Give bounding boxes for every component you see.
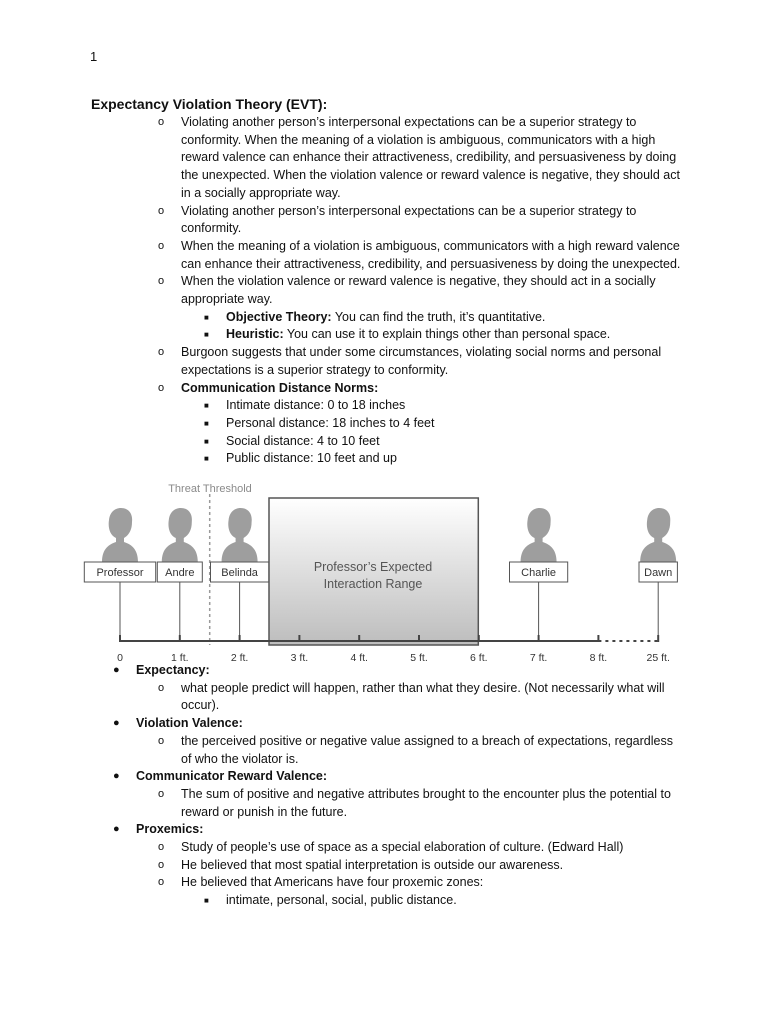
list-item-text: Violating another person’s interpersonal expectations can be a superior strategy to conformity. — [181, 203, 637, 236]
list-item-text: Study of people’s use of space as a special elaboration of culture. (Edward Hall) — [181, 840, 624, 855]
proxemics-diagram-svg — [0, 478, 768, 668]
person-belinda — [211, 508, 269, 640]
axis-tick-label: 3 ft. — [290, 652, 309, 664]
circle-bullet-icon: o — [158, 858, 165, 871]
person-charlie — [510, 508, 568, 640]
square-bullet-icon: ■ — [204, 418, 209, 428]
person-label: Andre — [165, 567, 195, 579]
list-item — [0, 380, 768, 398]
list-item — [0, 397, 768, 415]
axis-tick-label: 4 ft. — [350, 652, 368, 664]
square-bullet-icon: ■ — [204, 401, 209, 411]
axis-tick-label: 8 ft. — [589, 652, 608, 664]
circle-bullet-icon: o — [158, 116, 165, 128]
square-bullet-icon: ■ — [204, 330, 209, 340]
term-label: Communicator Reward Valence: — [136, 769, 328, 784]
circle-bullet-icon: o — [158, 204, 165, 217]
person-label: Belinda — [221, 567, 258, 579]
list-item — [0, 415, 768, 433]
list-item-text: the perceived positive or negative value assigned to a breach of expectations, regardless of who the violator is. — [181, 733, 673, 766]
circle-bullet-icon: o — [158, 681, 165, 694]
list-item-text: He believed that most spatial interpretation is outside our awareness. — [181, 857, 564, 872]
axis-tick-label: 6 ft. — [470, 652, 488, 664]
axis-tick-label: 7 ft. — [529, 652, 548, 664]
axis-tick-label: 5 ft. — [410, 652, 428, 664]
person-label: Professor — [96, 567, 144, 579]
page-number: 1 — [90, 49, 98, 64]
list-item — [0, 821, 768, 839]
person-dawn — [639, 508, 677, 640]
list-item-text: Personal distance: 18 inches to 4 feet — [226, 415, 435, 430]
circle-bullet-icon: o — [158, 734, 165, 747]
person-label: Dawn — [644, 567, 673, 579]
term-label: Violation Valence: — [136, 716, 243, 731]
list-item — [0, 309, 768, 327]
square-bullet-icon: ■ — [204, 454, 209, 464]
list-item — [0, 114, 768, 203]
bullet-icon: ● — [113, 823, 120, 836]
list-item-text: Public distance: 10 feet and up — [226, 451, 397, 466]
person-label: Charlie — [521, 567, 557, 579]
list-item — [0, 892, 768, 910]
person-silhouette-icon — [521, 508, 557, 562]
circle-bullet-icon: o — [158, 841, 165, 854]
list-item — [0, 273, 768, 308]
list-item — [0, 680, 768, 715]
list-item — [0, 857, 768, 875]
axis-tick-label: 2 ft. — [230, 652, 249, 664]
list-item — [0, 203, 768, 238]
circle-bullet-icon: o — [158, 239, 165, 252]
bullet-icon: ● — [113, 664, 120, 676]
list-item-text: Social distance: 4 to 10 feet — [226, 433, 380, 448]
axis-tick-label: 1 ft. — [171, 652, 189, 664]
bullet-icon: ● — [113, 770, 120, 783]
list-item-text: intimate, personal, social, public distance. — [226, 893, 457, 908]
list-item — [0, 238, 768, 273]
term-text: You can find the truth, it’s quantitative. — [331, 309, 546, 324]
evt-list — [0, 114, 768, 468]
list-item-text: The sum of positive and negative attributes brought to the encounter plus the potential to reward or punish in the future. — [181, 786, 671, 819]
axis-tick-label: 25 ft. — [646, 652, 670, 664]
bullet-icon: ● — [113, 717, 120, 730]
list-item — [0, 433, 768, 451]
list-item — [0, 344, 768, 379]
person-professor — [84, 508, 155, 640]
person-silhouette-icon — [162, 508, 198, 562]
person-andre — [157, 508, 202, 640]
list-item-text: He believed that Americans have four proxemic zones: — [181, 875, 484, 890]
list-item — [0, 768, 768, 786]
person-silhouette-icon — [102, 508, 138, 562]
axis-tick-label: 0 — [117, 652, 123, 664]
threat-threshold-label: Threat Threshold — [168, 483, 252, 495]
list-item — [0, 715, 768, 733]
circle-bullet-icon: o — [158, 787, 165, 800]
term-label: Proxemics: — [136, 822, 204, 837]
list-item-text: what people predict will happen, rather than what they desire. (Not necessarily what will occur). — [181, 680, 665, 713]
list-item — [0, 874, 768, 892]
list-item — [0, 326, 768, 344]
term-label: Objective Theory: — [226, 309, 332, 324]
list-item — [0, 450, 768, 468]
expected-range-label-line2: Interaction Range — [323, 577, 423, 591]
list-item-text: Burgoon suggests that under some circumstances, violating social norms and personal expectations is a superior strategy to conformity. — [181, 345, 662, 377]
person-silhouette-icon — [640, 508, 676, 562]
term-text: You can use it to explain things other than personal space. — [283, 327, 611, 342]
term-label: Expectancy: — [136, 663, 210, 677]
list-item — [0, 786, 768, 821]
person-silhouette-icon — [222, 508, 258, 562]
square-bullet-icon: ■ — [204, 896, 209, 906]
term-label: Heuristic: — [226, 327, 284, 342]
list-item-text: When the meaning of a violation is ambiguous, communicators with a high reward valence can enhance their attractiveness, credibility, and persuasiveness by doing the unexpected. — [181, 238, 681, 271]
circle-bullet-icon: o — [158, 346, 165, 359]
definitions-list — [0, 662, 768, 910]
expected-range-label-line1: Professor’s Expected — [313, 560, 433, 574]
circle-bullet-icon: o — [158, 876, 165, 889]
list-item-text: Intimate distance: 0 to 18 inches — [226, 398, 406, 413]
section-title: Expectancy Violation Theory (EVT): — [91, 96, 328, 112]
square-bullet-icon: ■ — [204, 312, 209, 322]
list-item-text: When the violation valence or reward valence is negative, they should act in a socially appropriate way. — [181, 274, 656, 307]
list-item — [0, 839, 768, 857]
list-item — [0, 662, 768, 680]
proxemics-diagram — [0, 478, 768, 668]
list-item — [0, 733, 768, 768]
distance-norms-label: Communication Distance Norms: — [181, 380, 379, 395]
square-bullet-icon: ■ — [204, 436, 209, 446]
list-item-text: Violating another person’s interpersonal expectations can be a superior strategy to conformity. When the meaning of a violation is ambiguous, communicators with a high reward valence can enhance their attractiveness, credibility, and persuasiveness by doing the unexpected. When the violation valence or reward valence is negative, they should act in a socially appropriate way. — [181, 115, 680, 200]
circle-bullet-icon: o — [158, 275, 165, 288]
circle-bullet-icon: o — [158, 381, 165, 394]
